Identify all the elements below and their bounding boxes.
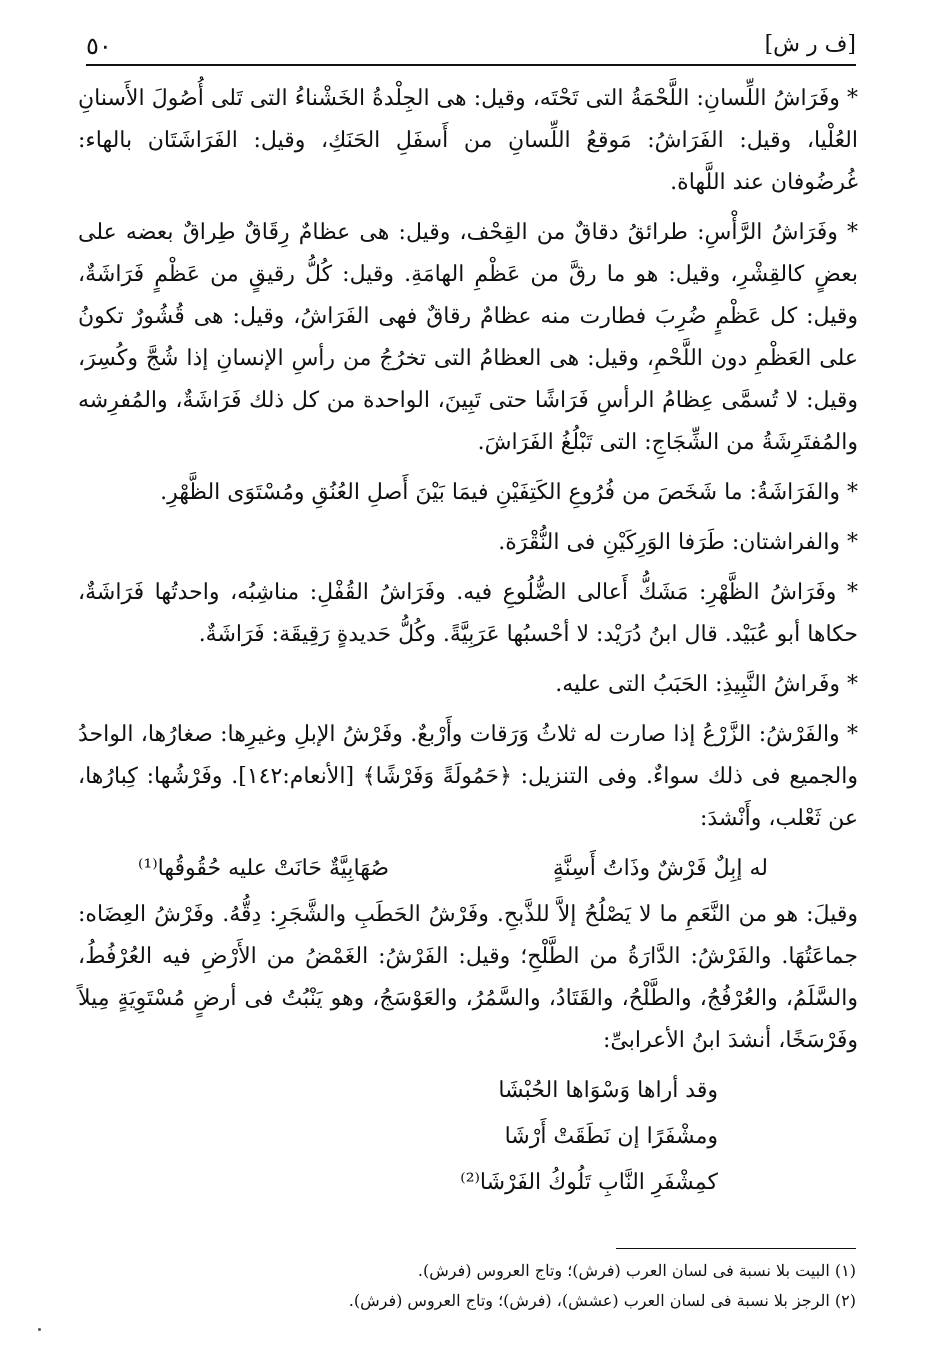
paragraph-head: * وفَرَاشُ الرَّأْسِ: طرائقُ دقاقٌ من القِحْف، وقيل: هى عظامٌ رِقَاقٌ طِراقٌ بعضه على بعضٍ كالقِشْرِ، وقيل: هو ما رقَّ من عَظْمِ الهامَةِ. وقيل: كُلُّ رقيقٍ من عَظْمٍ فَرَاشَةٌ، وقيل: كل عَظْمٍ ضُرِبَ فطارت منه عظامٌ رقاقٌ فهى الفَرَاشُ، وقيل: هى قُشُورٌ تكونُ على العَظْمِ دون اللَّحْمِ، وقيل: هى العظامُ التى تخرُجُ من رأسِ الإنسانِ إذا شُجَّ وكُسِرَ، وقيل: لا تُسمَّى عِظامُ الرأسِ فَرَاشًا حتى تَبِينَ، الواحدة من كل ذلك فَرَاشَةٌ، والمُفرِشه والمُفتَرِشَةُ من الشِّجَاجِ: التى تَبْلُغُ الفَرَاشَ. [78,220,858,455]
paragraph-tongue: * وفَرَاشُ اللِّسانِ: اللَّحْمَةُ التى تَحْتَه، وقيل: هى الجِلْدةُ الخَشْناءُ التى تَلى أُصُولَ الأَسنانِ العُلْيا، وقيل: الفَرَاشُ: مَوقعُ اللِّسانِ من أَسفَلِ الحَنَكِ، وقيل: الفَرَاشَتَان بالهاء: غُرضُوفان عند اللَّهاة. [78,86,858,195]
verse-first-hemistich: له إبِلٌ فَرْشٌ وذَاتُ أَسِنَّةٍ [552,856,768,881]
paragraph-after-verse: وقيلَ: هو من النَّعَمِ ما لا يَصْلُحُ إلاَّ للذَّبحِ. وفَرْشُ الحَطَبِ والشَّجَرِ: دِقُّهُ. وفَرْشُ العِضَاه: جماعَتُهَا. والفَرْشُ: الدَّارَةُ من الطَّلْحِ؛ وقيل: الفَرْشُ: الغَمْضُ من الأَرْضِ فيه العُرْفُطُ، والسَّلَمُ، والعُرْفُجُ، والطَّلْحُ، والقَتَادُ، والسَّمُرُ، والعَوْسَجُ، وهو يَنْبُتُ فى أرضٍ مُسْتَوِيَةٍ مِيلاً وفَرْسَخًا، أنشدَ ابنُ الأعرابىِّ: [78,902,858,1053]
footnote: (٢) الرجز بلا نسبة فى لسان العرب (عشش)، (فرش)؛ وتاج العروس (فرش). [348,1291,856,1310]
footnote: (١) البيت بلا نسبة فى لسان العرب (فرش)؛ وتاج العروس (فرش). [417,1261,856,1280]
paragraph-hips: * والفراشتان: طَرَفا الوَرِكَيْنِ فى النُّقْرَة. [498,530,858,555]
root-label: [ف ر ش] [764,32,856,57]
rajaz-poem [78,1070,858,1208]
page-header [86,30,856,66]
footnotes [86,1248,856,1316]
rajaz-line: كمِشْفَرِ النَّابِ تَلُوكُ الفَرْشَا⁽²⁾ [460,1170,718,1195]
main-text [78,78,858,1208]
page-number: ٥٠ [86,32,112,60]
margin-dot [38,1328,41,1331]
paragraph-back: * وفَرَاشُ الظَّهْرِ: مَشَكُّ أَعالى الضُّلُوعِ فيه. وفَرَاشُ القُفْلِ: مناشِبُه، واحدتُها فَرَاشَةٌ، حكاها أبو عُبَيْد. قال ابنُ دُرَيْد: لا أحْسبُها عَرَبِيَّةً. وكُلُّ حَديدةٍ رَقِيقَة: فَرَاشَةٌ. [78,580,858,647]
rajaz-line: وقد أراها وَسْوَاها الحُبْشَا [498,1078,718,1103]
poem-verse [78,848,858,890]
paragraph-shoulder: * والفَرَاشَةُ: ما شَخَصَ من فُرُوعِ الكَتِفَيْنِ فيمَا بَيْنَ أَصلِ العُنُقِ ومُسْتَوَى الظَّهْرِ. [160,480,858,505]
verse-second-hemistich: صُهَابِيَّةٌ حَانَتْ عليه حُقُوقُها⁽¹⁾ [138,856,390,881]
paragraph-farsh: * والفَرْشُ: الزَّرْعُ إذا صارت له ثلاثُ وَرَقات وأَرْبعٌ. وفَرْشُ الإبلِ وغيرِها: صغارُها، الواحدُ والجميع فى ذلك سواءٌ. وفى التنزيل: ﴿حَمُولَةً وَفَرْشًا﴾ [الأنعام:١٤٢]. وفَرْشُها: كِبارُها، عن ثَعْلب، وأَنْشدَ: [78,722,858,831]
footnote-divider [616,1248,856,1249]
rajaz-line: ومشْفَرًا إن نَطَقَتْ أَرْشَا [504,1124,718,1149]
paragraph-nabidh: * وفَراشُ النَّبِيذِ: الحَبَبُ التى عليه. [555,672,858,697]
